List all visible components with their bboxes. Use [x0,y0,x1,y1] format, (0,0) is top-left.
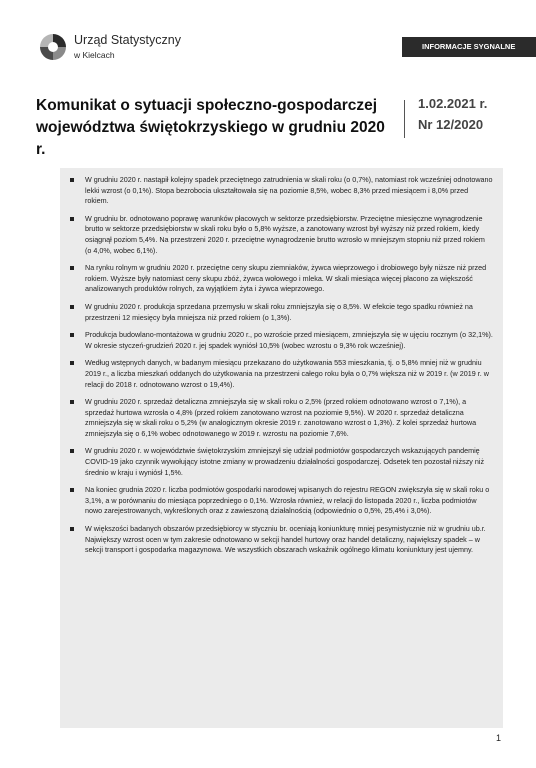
page-number: 1 [496,733,502,743]
category-badge: INFORMACJE SYGNALNE [402,37,536,57]
title-line-1: Komunikat o sytuacji społeczno-gospodarczej [36,97,378,114]
page-title [36,95,386,161]
publication-date: 1.02.2021 r. [418,96,488,111]
logo-location: w Kielcach [74,50,115,60]
bullet-item: W grudniu 2020 r. sprzedaż detaliczna zmniejszyła się w skali roku o 2,5% (przed rokiem odnotowano wzrost o 7,1%), a sprzedaż hurtowa wzrosła o 4,8% (przed rokiem zanotowano wzrost na poziomie 9,5%). W 2020 r. sprzedaż detaliczna zmniejszyła się w skali roku o 5,2% (w analogicznym okresie 2019 r. zanotowano wzrost o 1,3%). Z kolei sprzedaż hurtowa zmniejszyła się o 6,1% wobec odnotowanego w 2019 r. wzrostu na poziomie 7,6%. [85,397,493,439]
office-logo [38,30,208,66]
logo-name: Urząd Statystyczny [74,33,181,47]
bullet-item: W grudniu 2020 r. nastąpił kolejny spadek przeciętnego zatrudnienia w skali roku (o 0,7%), natomiast rok wcześniej odnotowano lekki wzrost (o 0,1%). Stopa bezrobocia ukształtowała się na poziomie 8,5%, wobec 8,3% przed miesiącem i 8,0% przed rokiem. [85,175,493,206]
issue-number: Nr 12/2020 [418,117,484,132]
bullet-item: Według wstępnych danych, w badanym miesiącu przekazano do użytkowania 553 mieszkania, tj. o 5,8% mniej niż w grudniu 2019 r., a liczba mieszkań oddanych do użytkowania na przestrzeni całego roku była o 0,7% większa niż w 2019 r. (w 2019 r. w relacji do 2018 r. odnotowano wzrost o 19,4%). [85,358,493,390]
bullet-item: W grudniu br. odnotowano poprawę warunków płacowych w sektorze przedsiębiorstw. Przeciętne miesięczne wynagrodzenie brutto w sektorze przedsiębiorstw w skali roku było o 5,8% wyższe, a zanotowany wzrost był wyższy niż przed rokiem, kiedy osiągnął poziom 5,4%. Na przestrzeni 2020 r. przeciętne wynagrodzenie brutto wzrosło w mniejszym stopniu niż przed rokiem (o 4,0%, wobec 6,1%). [85,214,493,256]
title-line-2: województwa świętokrzyskiego w grudniu 2020 r. [36,119,385,158]
bullet-item: Na rynku rolnym w grudniu 2020 r. przeciętne ceny skupu ziemniaków, żywca wieprzowego i drobiowego były niższe niż przed rokiem. Wyższe były natomiast ceny skupu zbóż, żywca wołowego i mleka. W skali miesiąca więcej płacono za większość analizowanych produktów rolnych, za wyjątkiem żyta i żywca wieprzowego. [85,263,493,295]
bullet-item: W grudniu 2020 r. produkcja sprzedana przemysłu w skali roku zmniejszyła się o 8,5%. W efekcie tego spadku również na przestrzeni 12 miesięcy była mniejsza niż przed rokiem (o 1,3%). [85,302,493,323]
bullet-item: Na koniec grudnia 2020 r. liczba podmiotów gospodarki narodowej wpisanych do rejestru REGON zwiększyła się w skali roku o 3,1%, a w porównaniu do miesiąca poprzedniego o 0,1%. Wzrosła również, w relacji do listopada 2020 r., liczba podmiotów nowo zarejestrowanych, wykreślonych oraz z zawieszoną działalnością (odpowiednio o 0,5%, 25,4% i 3,0%). [85,485,493,517]
bullet-item: Produkcja budowlano-montażowa w grudniu 2020 r., po wzroście przed miesiącem, zmniejszyła się w ujęciu rocznym (o 32,1%). W okresie styczeń-grudzień 2020 r. jej spadek wyniósł 10,5% (wobec wzrostu o 9,3% rok wcześniej). [85,330,493,350]
divider [404,100,405,138]
bullet-list [60,168,503,556]
summary-panel [60,168,503,728]
bullet-item: W grudniu 2020 r. w województwie świętokrzyskim zmniejszył się udział podmiotów gospodarczych wskazujących pandemię COVID-19 jako czynnik wywołujący istotne zmiany w prowadzeniu działalności gospodarczej. Odsetek ten pozostał niższy niż średnio w kraju i wyniósł 1,5%. [85,446,493,478]
bullet-item: W większości badanych obszarów przedsiębiorcy w styczniu br. oceniają koniunkturę mniej pesymistycznie niż w grudniu ub.r. Największy wzrost ocen w tym zakresie odnotowano w sekcji handel hurtowy oraz handel detaliczny, największy spadek – w sekcji transport i gospodarka magazynowa. We wszystkich obszarach wskaźnik ogólnego klimatu koniunktury jest ujemny. [85,524,493,556]
logo-icon [38,32,68,62]
